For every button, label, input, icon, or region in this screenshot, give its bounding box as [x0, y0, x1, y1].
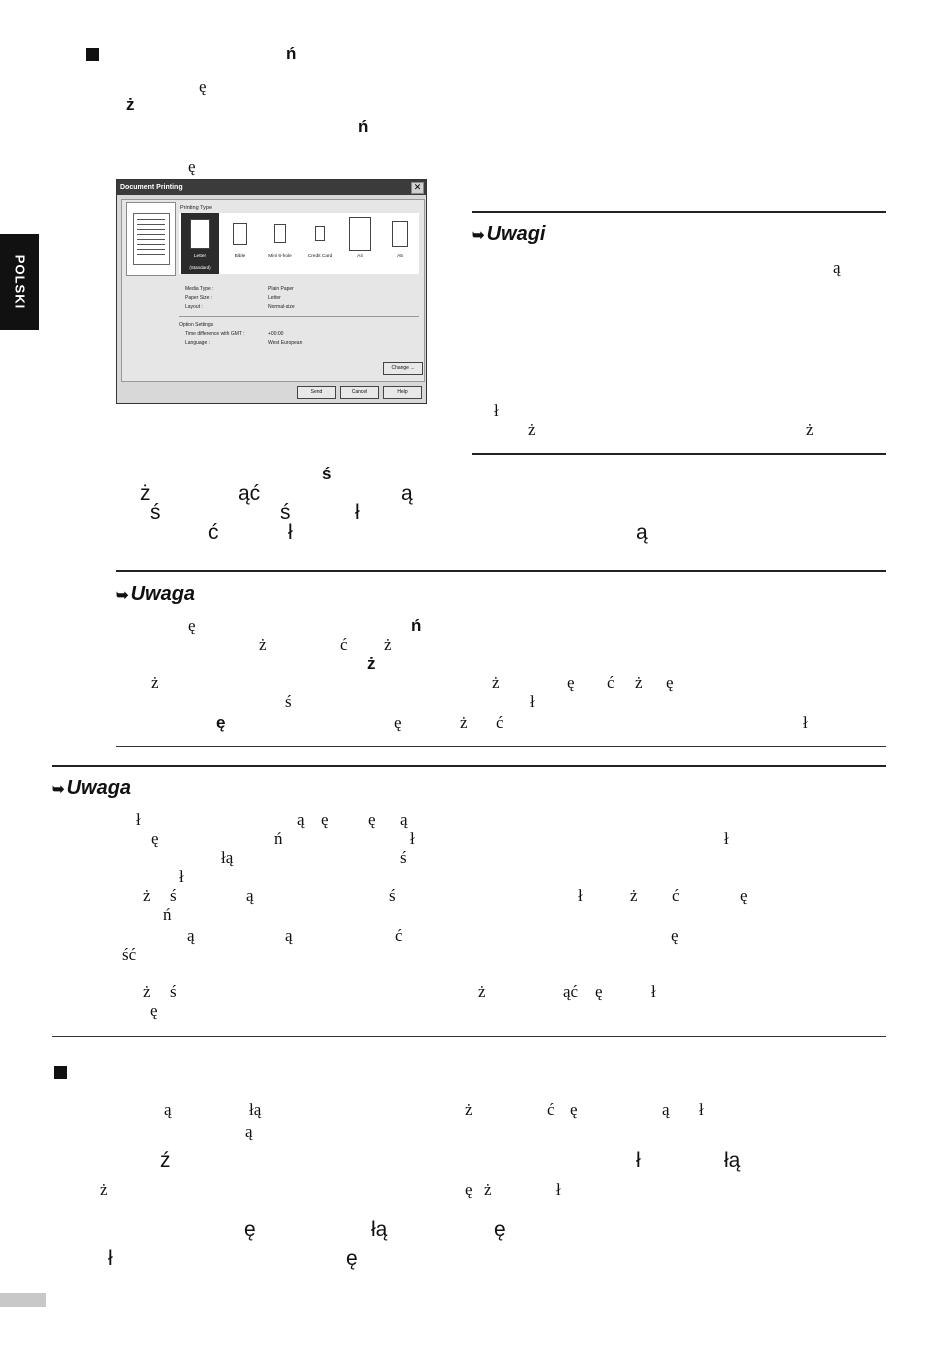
glyph: ł	[530, 692, 535, 711]
glyph: ąć	[238, 482, 261, 505]
dialog-title: Document Printing	[117, 180, 426, 195]
media-type-label: Media Type :	[185, 286, 214, 292]
uwaga-note-heading	[52, 777, 131, 800]
glyph: ę	[394, 713, 402, 732]
glyph: ł	[556, 1180, 561, 1199]
change-button[interactable]: Change ...	[383, 362, 423, 375]
type-bible[interactable]: Bible	[221, 213, 259, 274]
glyph: ć	[395, 926, 403, 945]
glyph: ś	[322, 464, 332, 483]
glyph: ść	[122, 945, 137, 964]
uwagi-note-heading	[472, 223, 545, 246]
divider	[179, 316, 419, 317]
glyph: ż	[151, 673, 159, 692]
glyph: ą	[400, 810, 408, 829]
note-bottom-rule	[52, 1036, 886, 1037]
language-value: West European	[268, 340, 303, 346]
glyph: ć	[208, 521, 219, 544]
glyph: ż	[465, 1100, 473, 1119]
glyph: ć	[496, 713, 504, 732]
glyph: ż	[143, 886, 151, 905]
note-top-rule	[116, 570, 886, 572]
paper-size-label: Paper Size :	[185, 295, 213, 301]
arrow-icon: ➥	[472, 226, 485, 244]
glyph: ś	[170, 982, 177, 1001]
glyph: ą	[297, 810, 305, 829]
glyph: ę	[150, 1001, 158, 1020]
glyph: ś	[170, 886, 177, 905]
note-top-rule	[472, 211, 886, 213]
glyph: ś	[400, 848, 407, 867]
glyph: ż	[635, 673, 643, 692]
paper-size-value: Letter	[268, 295, 281, 301]
glyph: łą	[249, 1100, 262, 1119]
media-type-value: Plain Paper	[268, 286, 294, 292]
glyph: ć	[672, 886, 680, 905]
uwaga-note-heading	[116, 583, 195, 606]
glyph: ł	[724, 829, 729, 848]
language-label: Language :	[185, 340, 211, 346]
glyph: ń	[411, 616, 422, 635]
glyph: ą	[245, 1122, 253, 1141]
glyph: ą	[401, 482, 413, 505]
glyph: ń	[286, 44, 297, 63]
glyph: ł	[288, 521, 293, 544]
glyph: ł	[803, 713, 808, 732]
type-a5[interactable]: A5	[381, 213, 419, 274]
glyph: ę	[151, 829, 159, 848]
glyph: ę	[244, 1218, 256, 1241]
glyph: ż	[478, 982, 486, 1001]
dialog-body	[121, 199, 425, 382]
glyph: ż	[806, 420, 814, 439]
glyph: ę	[671, 926, 679, 945]
glyph: ł	[136, 810, 141, 829]
glyph: ą	[164, 1100, 172, 1119]
page-footer-bar	[0, 1293, 46, 1307]
uwaga-title: Uwaga	[130, 583, 196, 605]
glyph: ą	[285, 926, 293, 945]
glyph: ę	[216, 713, 226, 732]
glyph: ś	[389, 886, 396, 905]
glyph: ł	[355, 501, 360, 524]
glyph: ą	[662, 1100, 670, 1119]
section-bullet-square	[86, 48, 99, 61]
glyph: ę	[346, 1247, 358, 1270]
side-tab-label: POLSKI	[12, 254, 27, 310]
glyph: ż	[367, 654, 376, 673]
glyph: ś	[150, 501, 161, 524]
arrow-icon: ➥	[52, 780, 65, 798]
close-icon[interactable]: ✕	[411, 182, 424, 194]
layout-value: Normal-size	[268, 304, 295, 310]
glyph: ę	[188, 157, 196, 176]
glyph: ł	[636, 1149, 641, 1172]
note-bottom-rule	[116, 746, 886, 747]
cancel-button[interactable]: Cancel	[340, 386, 379, 399]
type-mini-6-hole[interactable]: Mini 6-hole	[261, 213, 299, 274]
printing-type-label: Printing Type	[180, 205, 213, 211]
glyph: ł	[651, 982, 656, 1001]
glyph: ę	[595, 982, 603, 1001]
glyph: ę	[465, 1180, 473, 1199]
glyph: ł	[494, 401, 499, 420]
glyph: ł	[410, 829, 415, 848]
glyph: ż	[259, 635, 267, 654]
glyph: ń	[358, 117, 369, 136]
glyph: ą	[246, 886, 254, 905]
glyph: ż	[484, 1180, 492, 1199]
glyph: ć	[340, 635, 348, 654]
glyph: ł	[179, 867, 184, 886]
glyph: ż	[528, 420, 536, 439]
note-bottom-rule	[472, 453, 886, 455]
glyph: ę	[666, 673, 674, 692]
glyph: ż	[140, 482, 151, 505]
glyph: ż	[100, 1180, 108, 1199]
preview-page	[133, 213, 170, 265]
page-preview	[126, 202, 176, 276]
glyph: ę	[188, 616, 196, 635]
glyph: ń	[163, 905, 172, 924]
glyph: ę	[570, 1100, 578, 1119]
uwaga-title: Uwaga	[66, 777, 132, 799]
glyph: ń	[274, 829, 283, 848]
glyph: ę	[567, 673, 575, 692]
language-side-tab	[0, 234, 39, 330]
type-a4[interactable]: A4	[341, 213, 379, 274]
time-diff-value: +00:00	[268, 331, 284, 337]
glyph: ź	[160, 1149, 171, 1172]
send-button[interactable]: Send	[297, 386, 336, 399]
glyph: ż	[384, 635, 392, 654]
glyph: ż	[460, 713, 468, 732]
printing-type-list	[179, 213, 419, 274]
glyph: ż	[143, 982, 151, 1001]
glyph: ś	[285, 692, 292, 711]
arrow-icon: ➥	[116, 586, 129, 604]
glyph: ż	[126, 95, 135, 114]
glyph: ż	[492, 673, 500, 692]
glyph: ę	[368, 810, 376, 829]
option-settings-label: Option Settings	[179, 322, 214, 328]
type-letter[interactable]: Letter (Standard)	[181, 213, 219, 274]
glyph: ą	[187, 926, 195, 945]
glyph: ą	[833, 258, 841, 277]
help-button[interactable]: Help	[383, 386, 422, 399]
glyph: ę	[321, 810, 329, 829]
time-diff-label: Time difference with GMT :	[185, 331, 245, 337]
document-printing-dialog	[116, 179, 427, 404]
uwagi-title: Uwagi	[486, 223, 546, 245]
glyph: ł	[108, 1247, 113, 1270]
note-top-rule	[52, 765, 886, 767]
glyph: ąć	[563, 982, 579, 1001]
glyph: ś	[280, 501, 291, 524]
layout-label: Layout :	[185, 304, 203, 310]
section-bullet-square	[54, 1066, 67, 1079]
glyph: ł	[699, 1100, 704, 1119]
glyph: ć	[547, 1100, 555, 1119]
glyph: ę	[199, 77, 207, 96]
glyph: łą	[371, 1218, 388, 1241]
glyph: ć	[607, 673, 615, 692]
glyph: łą	[724, 1149, 741, 1172]
glyph: ę	[740, 886, 748, 905]
glyph: łą	[221, 848, 234, 867]
type-credit-card[interactable]: Credit Card	[301, 213, 339, 274]
glyph: ę	[494, 1218, 506, 1241]
glyph: ą	[636, 521, 648, 544]
glyph: ł	[578, 886, 583, 905]
glyph: ż	[630, 886, 638, 905]
